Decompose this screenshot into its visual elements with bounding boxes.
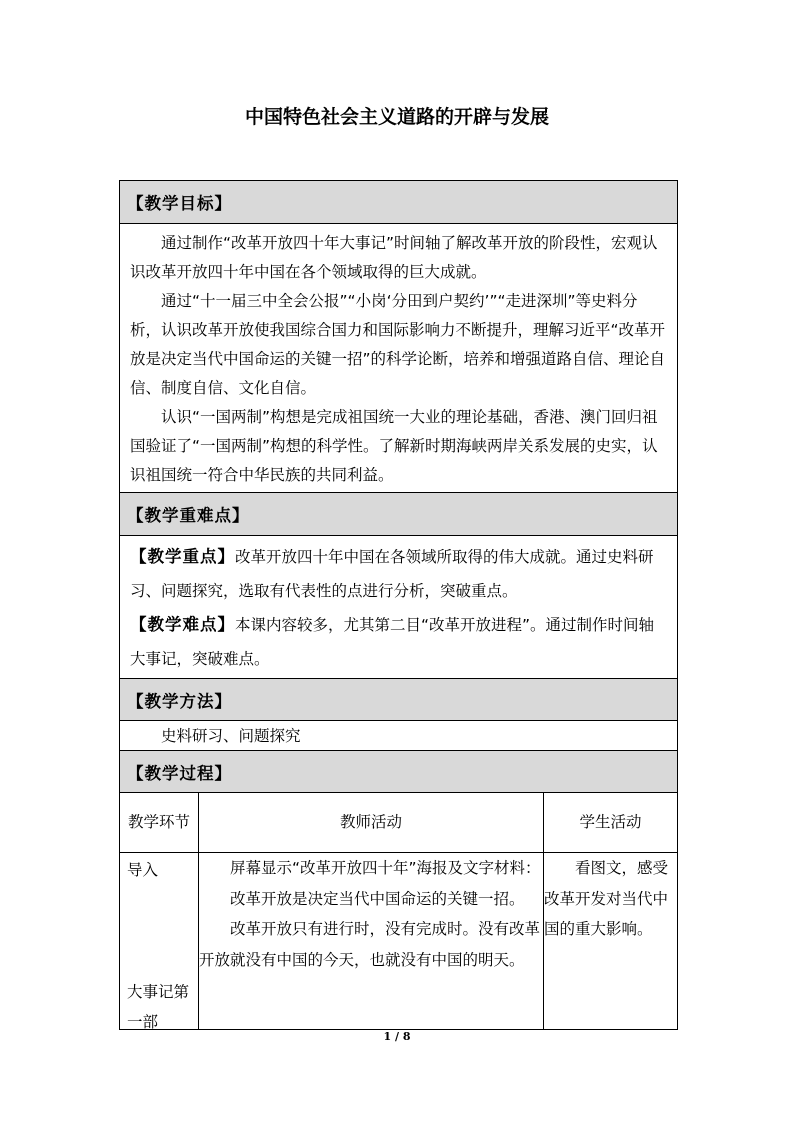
teacher-paragraph: 改革开放只有进行时，没有完成时。没有改革开放就没有中国的今天，也就没有中国的明天。	[199, 920, 541, 969]
objectives-body	[120, 224, 678, 493]
objectives-body-row	[120, 224, 678, 493]
student-activity-cell: 看图文，感受改革开发对当代中国的重大影响。	[544, 853, 678, 1030]
teacher-activity-cell	[199, 853, 544, 1030]
teacher-paragraph: 改革开放是决定当代中国命运的关键一招。	[230, 889, 525, 908]
objective-paragraph: 认识“一国两制”构想是完成祖国统一大业的理论基础，香港、澳门回归祖国验证了“一国两制”构想的科学性。了解新时期海峡两岸关系发展的史实，认识祖国统一符合中华民族的共同利益。	[130, 408, 658, 484]
focus-paragraph	[130, 540, 667, 608]
column-header-teacher: 教师活动	[199, 793, 544, 853]
difficulty-text: 本课内容较多，尤其第二目“改革开放进程”。通过制作时间轴大事记，突破难点。	[130, 616, 655, 668]
stage-cell	[120, 853, 199, 1030]
lesson-plan-table	[119, 180, 678, 1030]
page-number: 1 / 8	[383, 1030, 411, 1043]
key-points-heading: 【教学重难点】	[120, 493, 678, 536]
methods-header-row	[120, 679, 678, 721]
objective-paragraph: 通过制作“改革开放四十年大事记”时间轴了解改革开放的阶段性，宏观认识改革开放四十年中国在各个领域取得的巨大成就。	[130, 234, 658, 281]
stage-intro: 导入	[127, 861, 159, 879]
difficulty-label: 【教学难点】	[130, 615, 235, 634]
column-header-stage: 教学环节	[120, 793, 199, 853]
process-header-row	[120, 751, 678, 793]
objectives-header-row	[120, 181, 678, 224]
key-points-body	[120, 536, 678, 679]
methods-text: 史料研习、问题探究	[120, 721, 678, 751]
key-points-header-row	[120, 493, 678, 536]
methods-body-row	[120, 721, 678, 751]
objectives-heading: 【教学目标】	[120, 181, 678, 224]
document-title: 中国特色社会主义道路的开辟与发展	[244, 106, 549, 128]
focus-text: 改革开放四十年中国在各领域所取得的伟大成就。通过史料研习、问题探究，选取有代表性的点进行分析，突破重点。	[130, 548, 654, 600]
column-header-student: 学生活动	[544, 793, 678, 853]
focus-label: 【教学重点】	[130, 547, 235, 566]
methods-heading: 【教学方法】	[120, 679, 678, 721]
objective-paragraph: 通过“十一届三中全会公报”“小岗‘分田到户契约’”“走进深圳”等史料分析，认识改革开放使我国综合国力和国际影响力不断提升，理解习近平“改革开放是决定当代中国命运的关键一招”的科学论断，培养和增强道路自信、理论自信、制度自信、文化自信。	[130, 292, 666, 397]
process-heading: 【教学过程】	[120, 751, 678, 793]
difficulty-paragraph	[130, 608, 667, 676]
teacher-paragraph: 屏幕显示“改革开放四十年”海报及文字材料：	[230, 859, 541, 877]
key-points-body-row	[120, 536, 678, 679]
stage-timeline: 大事记第一部	[127, 983, 190, 1030]
process-row	[120, 853, 678, 1030]
process-column-row	[120, 793, 678, 853]
